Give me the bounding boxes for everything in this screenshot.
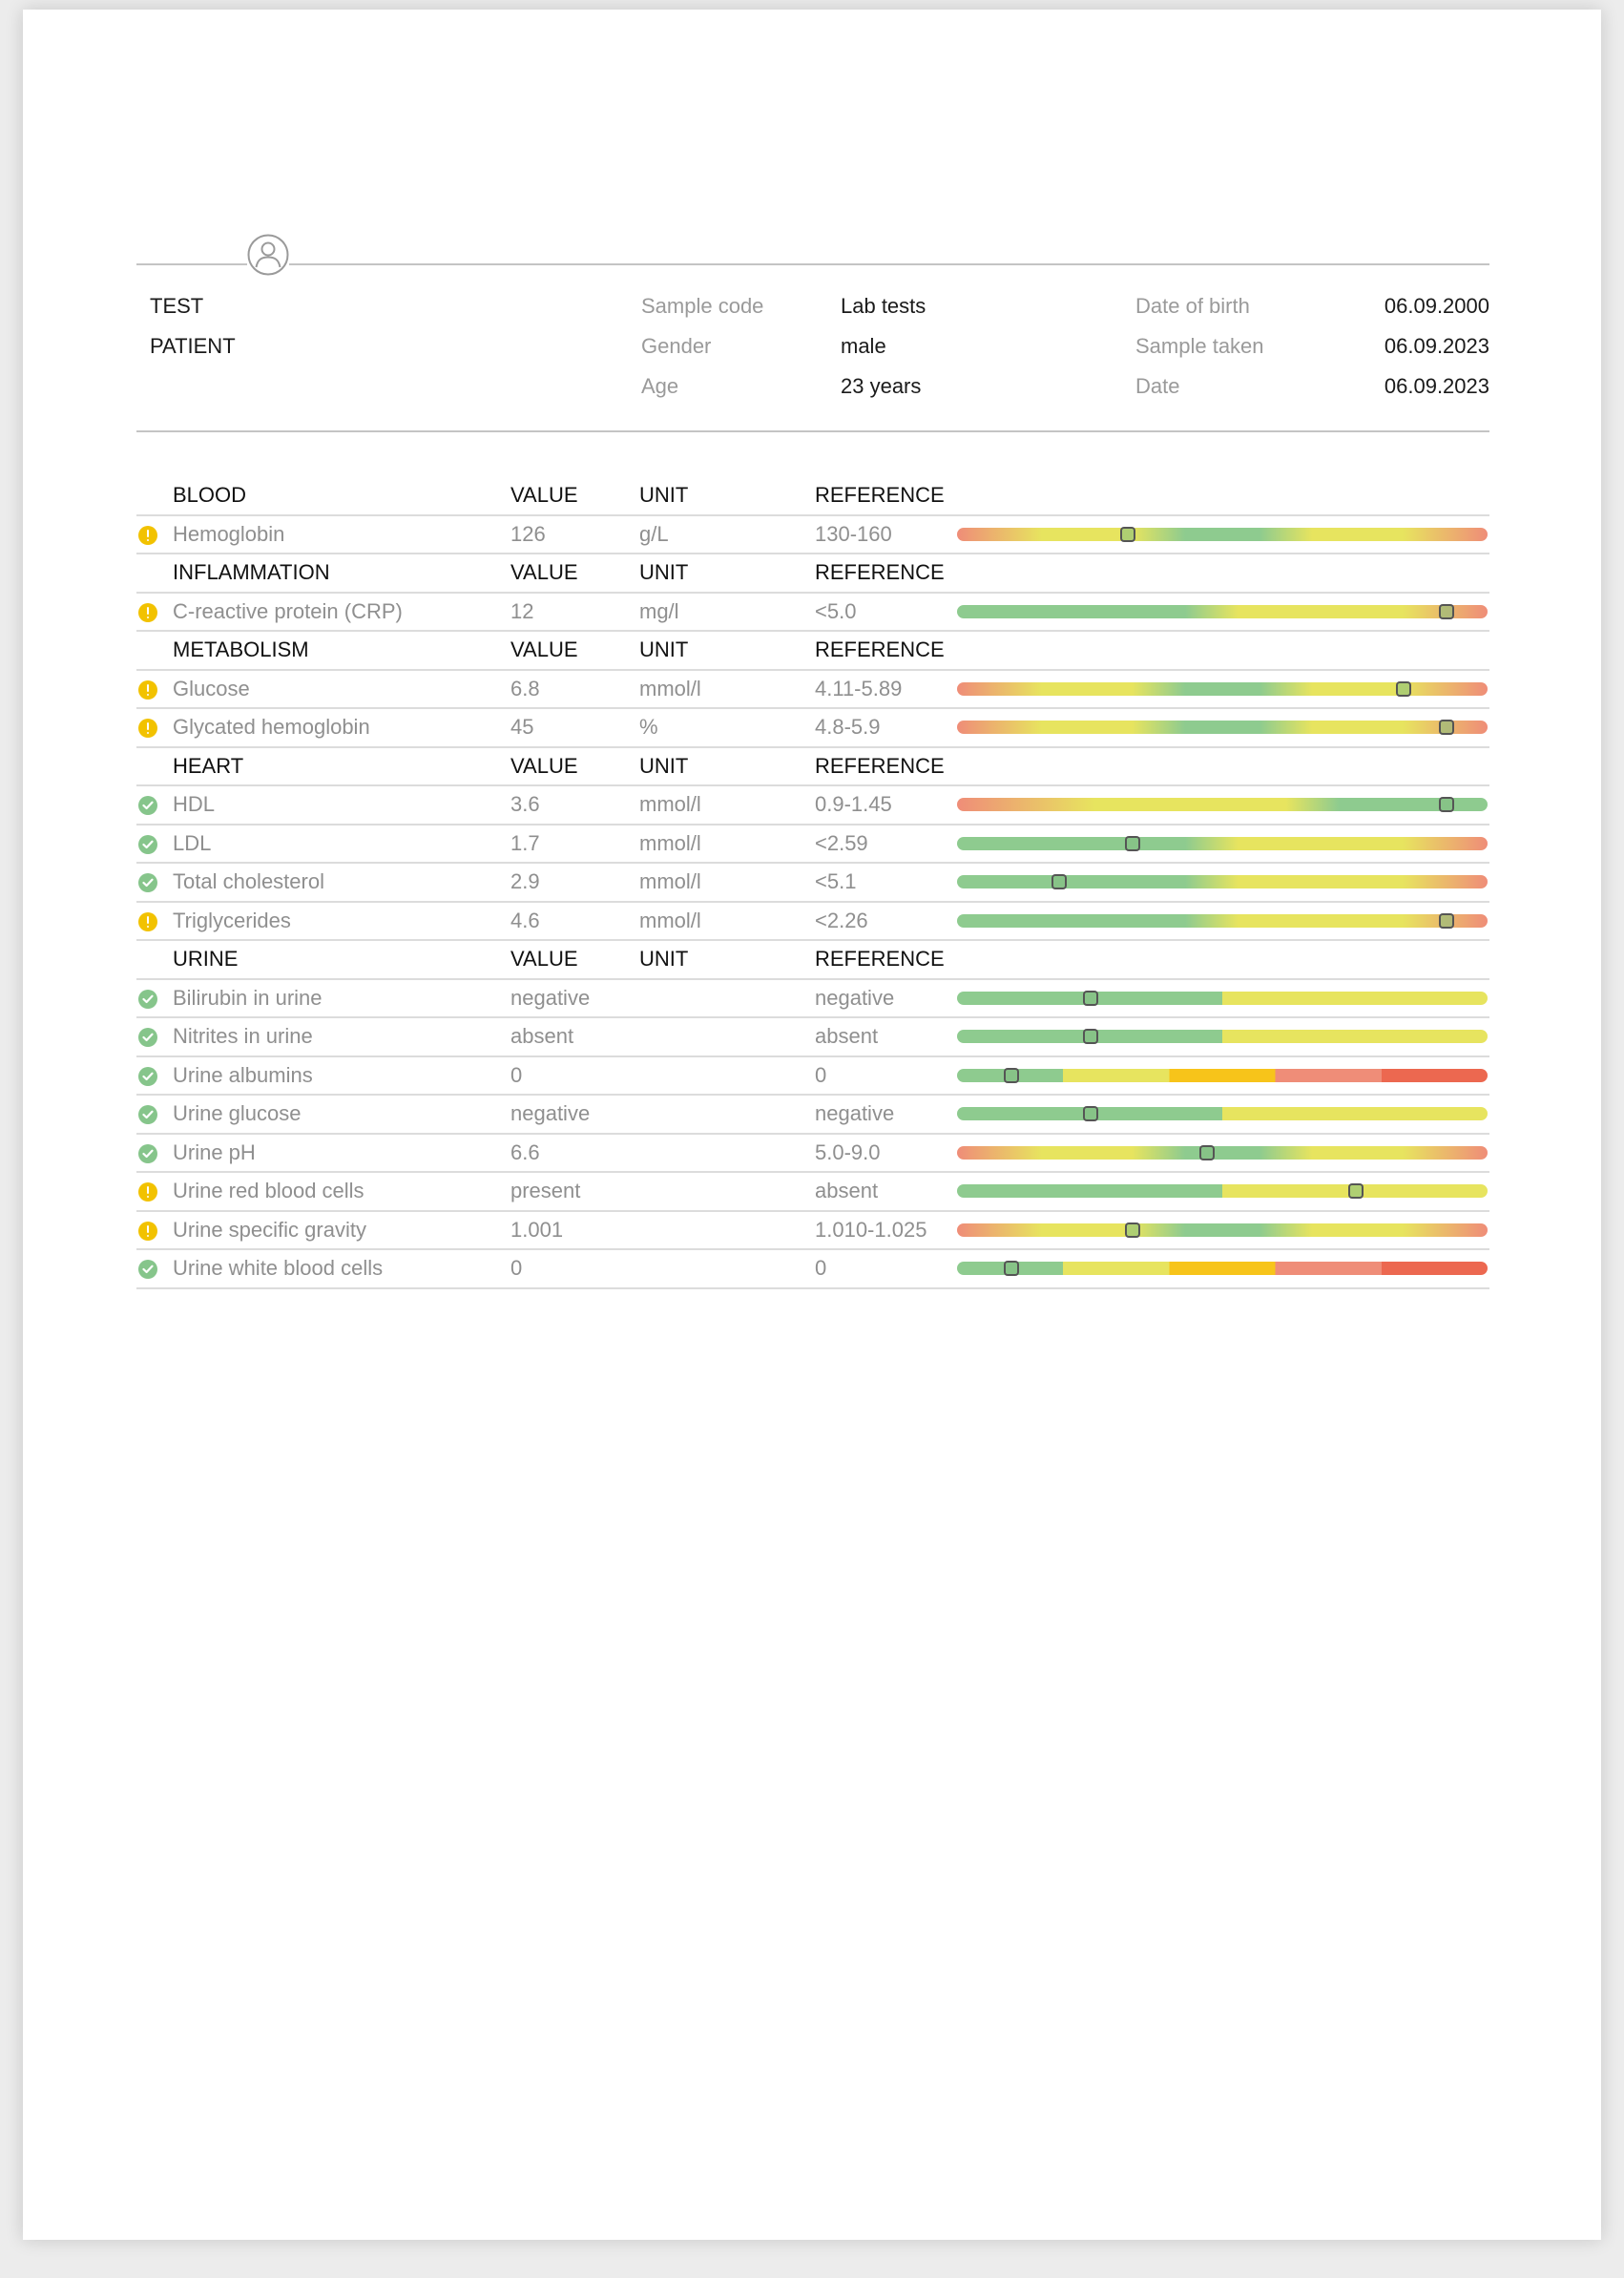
range-marker: [1439, 720, 1454, 735]
section-header-row: [136, 940, 1489, 979]
range-cell: [957, 979, 1489, 1018]
status-cell: [136, 1211, 173, 1250]
test-reference: negative: [815, 1095, 957, 1134]
range-cell: [957, 515, 1489, 554]
test-value: 1.7: [510, 825, 639, 864]
test-value: 0: [510, 1249, 639, 1288]
column-header-value: VALUE: [510, 631, 639, 670]
test-reference: 4.8-5.9: [815, 708, 957, 747]
test-value: 45: [510, 708, 639, 747]
column-header-unit: UNIT: [639, 554, 815, 593]
result-row: [136, 1172, 1489, 1211]
result-row: [136, 825, 1489, 864]
range-marker: [1004, 1068, 1019, 1083]
test-unit: mg/l: [639, 593, 815, 632]
test-reference: <2.26: [815, 902, 957, 941]
test-name: Urine specific gravity: [173, 1211, 510, 1250]
column-header-value: VALUE: [510, 477, 639, 515]
range-marker: [1439, 604, 1454, 619]
range-bar: [957, 1184, 1488, 1198]
column-header-unit: UNIT: [639, 747, 815, 786]
info-mid-value: male: [841, 334, 886, 358]
test-unit: mmol/l: [639, 785, 815, 825]
result-row: [136, 1211, 1489, 1250]
info-right-value: 06.09.2023: [1384, 374, 1489, 398]
section-title: HEART: [173, 747, 510, 786]
test-name: Nitrites in urine: [173, 1017, 510, 1056]
column-header-reference: REFERENCE: [815, 940, 957, 979]
test-name: C-reactive protein (CRP): [173, 593, 510, 632]
test-unit: mmol/l: [639, 902, 815, 941]
column-header-reference: REFERENCE: [815, 747, 957, 786]
check-icon: [138, 873, 157, 892]
test-reference: 130-160: [815, 515, 957, 554]
result-row: [136, 1249, 1489, 1288]
test-reference: 5.0-9.0: [815, 1134, 957, 1173]
section-title: URINE: [173, 940, 510, 979]
results-table: [136, 477, 1489, 1289]
status-cell: [136, 593, 173, 632]
column-header-value: VALUE: [510, 940, 639, 979]
test-value: negative: [510, 1095, 639, 1134]
test-value: present: [510, 1172, 639, 1211]
range-bar: [957, 875, 1488, 888]
test-reference: 0: [815, 1249, 957, 1288]
result-row: [136, 1017, 1489, 1056]
check-icon: [138, 1105, 157, 1124]
section-header-row: [136, 747, 1489, 786]
section-header-row: [136, 631, 1489, 670]
warning-icon: [138, 1182, 157, 1202]
range-marker: [1348, 1183, 1364, 1199]
test-unit: [639, 1172, 815, 1211]
result-row: [136, 515, 1489, 554]
range-bar: [957, 1262, 1488, 1275]
range-marker: [1199, 1145, 1215, 1160]
info-mid-value: 23 years: [841, 374, 922, 398]
result-row: [136, 1095, 1489, 1134]
test-value: 6.6: [510, 1134, 639, 1173]
range-marker: [1083, 1106, 1098, 1121]
range-cell: [957, 1095, 1489, 1134]
range-cell: [957, 670, 1489, 709]
range-bar: [957, 721, 1488, 734]
range-cell: [957, 1017, 1489, 1056]
patient-name-first: TEST: [150, 294, 204, 318]
range-cell: [957, 1211, 1489, 1250]
status-cell: [136, 902, 173, 941]
test-name: Urine glucose: [173, 1095, 510, 1134]
check-icon: [138, 796, 157, 815]
section-header-spacer: [136, 940, 173, 979]
test-unit: mmol/l: [639, 670, 815, 709]
test-name: Urine white blood cells: [173, 1249, 510, 1288]
status-cell: [136, 1095, 173, 1134]
check-icon: [138, 835, 157, 854]
column-header-scale: [957, 940, 1489, 979]
info-mid-label: Sample code: [641, 294, 764, 318]
test-name: Glycated hemoglobin: [173, 708, 510, 747]
test-reference: absent: [815, 1017, 957, 1056]
column-header-reference: REFERENCE: [815, 554, 957, 593]
result-row: [136, 670, 1489, 709]
range-marker: [1083, 1029, 1098, 1044]
column-header-reference: REFERENCE: [815, 477, 957, 515]
range-cell: [957, 708, 1489, 747]
column-header-unit: UNIT: [639, 940, 815, 979]
column-header-unit: UNIT: [639, 631, 815, 670]
column-header-scale: [957, 747, 1489, 786]
test-unit: [639, 1134, 815, 1173]
info-right-label: Sample taken: [1135, 334, 1264, 358]
test-reference: absent: [815, 1172, 957, 1211]
range-bar: [957, 1223, 1488, 1237]
test-value: 126: [510, 515, 639, 554]
result-row: [136, 593, 1489, 632]
test-reference: <2.59: [815, 825, 957, 864]
range-bar: [957, 682, 1488, 696]
info-right-label: Date: [1135, 374, 1180, 398]
patient-avatar-icon: [247, 234, 289, 276]
status-cell: [136, 825, 173, 864]
test-name: Hemoglobin: [173, 515, 510, 554]
status-cell: [136, 708, 173, 747]
info-mid-label: Gender: [641, 334, 712, 358]
column-header-scale: [957, 477, 1489, 515]
test-unit: [639, 979, 815, 1018]
range-marker: [1396, 681, 1411, 697]
result-row: [136, 979, 1489, 1018]
info-mid-label: Age: [641, 374, 679, 398]
test-value: 3.6: [510, 785, 639, 825]
test-name: Total cholesterol: [173, 863, 510, 902]
column-header-value: VALUE: [510, 747, 639, 786]
result-row: [136, 1134, 1489, 1173]
test-name: LDL: [173, 825, 510, 864]
range-cell: [957, 1134, 1489, 1173]
check-icon: [138, 1067, 157, 1086]
patient-name-second: PATIENT: [150, 334, 236, 358]
range-marker: [1083, 991, 1098, 1006]
range-cell: [957, 825, 1489, 864]
range-cell: [957, 1172, 1489, 1211]
test-reference: negative: [815, 979, 957, 1018]
test-reference: 4.11-5.89: [815, 670, 957, 709]
warning-icon: [138, 680, 157, 700]
status-cell: [136, 1172, 173, 1211]
result-row: [136, 708, 1489, 747]
column-header-scale: [957, 631, 1489, 670]
section-header-row: [136, 477, 1489, 515]
range-marker: [1051, 874, 1067, 889]
range-cell: [957, 863, 1489, 902]
section-header-spacer: [136, 477, 173, 515]
test-value: 4.6: [510, 902, 639, 941]
test-reference: <5.1: [815, 863, 957, 902]
info-mid-value: Lab tests: [841, 294, 927, 318]
test-unit: [639, 1211, 815, 1250]
test-value: 0: [510, 1056, 639, 1096]
range-cell: [957, 1056, 1489, 1096]
range-cell: [957, 785, 1489, 825]
range-cell: [957, 1249, 1489, 1288]
test-unit: mmol/l: [639, 825, 815, 864]
check-icon: [138, 990, 157, 1009]
status-cell: [136, 785, 173, 825]
test-value: 6.8: [510, 670, 639, 709]
range-marker: [1439, 913, 1454, 929]
range-cell: [957, 593, 1489, 632]
check-icon: [138, 1260, 157, 1279]
test-unit: g/L: [639, 515, 815, 554]
range-marker: [1125, 836, 1140, 851]
check-icon: [138, 1028, 157, 1047]
range-bar: [957, 798, 1488, 811]
test-value: 12: [510, 593, 639, 632]
check-icon: [138, 1144, 157, 1163]
column-header-scale: [957, 554, 1489, 593]
test-name: Urine albumins: [173, 1056, 510, 1096]
section-header-spacer: [136, 631, 173, 670]
test-name: Urine pH: [173, 1134, 510, 1173]
test-unit: %: [639, 708, 815, 747]
section-header-spacer: [136, 747, 173, 786]
test-reference: <5.0: [815, 593, 957, 632]
column-header-unit: UNIT: [639, 477, 815, 515]
status-cell: [136, 979, 173, 1018]
test-name: HDL: [173, 785, 510, 825]
test-name: Urine red blood cells: [173, 1172, 510, 1211]
test-reference: 0: [815, 1056, 957, 1096]
warning-icon: [138, 912, 157, 931]
section-title: METABOLISM: [173, 631, 510, 670]
warning-icon: [138, 719, 157, 738]
test-name: Bilirubin in urine: [173, 979, 510, 1018]
section-header-row: [136, 554, 1489, 593]
result-row: [136, 785, 1489, 825]
test-value: 2.9: [510, 863, 639, 902]
info-right-value: 06.09.2023: [1384, 334, 1489, 358]
warning-icon: [138, 1222, 157, 1241]
range-cell: [957, 902, 1489, 941]
header-bottom-rule: [136, 430, 1489, 432]
range-bar: [957, 1069, 1488, 1082]
test-unit: [639, 1056, 815, 1096]
range-marker: [1125, 1223, 1140, 1238]
status-cell: [136, 515, 173, 554]
test-name: Glucose: [173, 670, 510, 709]
range-bar: [957, 1030, 1488, 1043]
range-bar: [957, 992, 1488, 1005]
status-cell: [136, 863, 173, 902]
test-reference: 1.010-1.025: [815, 1211, 957, 1250]
status-cell: [136, 670, 173, 709]
warning-icon: [138, 526, 157, 545]
column-header-reference: REFERENCE: [815, 631, 957, 670]
warning-icon: [138, 603, 157, 622]
status-cell: [136, 1134, 173, 1173]
column-header-value: VALUE: [510, 554, 639, 593]
result-row: [136, 902, 1489, 941]
range-marker: [1439, 797, 1454, 812]
test-value: absent: [510, 1017, 639, 1056]
info-right-value: 06.09.2000: [1384, 294, 1489, 318]
header-top-rule: [136, 263, 1489, 265]
test-value: negative: [510, 979, 639, 1018]
status-cell: [136, 1249, 173, 1288]
info-right-label: Date of birth: [1135, 294, 1250, 318]
report-page: [23, 10, 1601, 2240]
status-cell: [136, 1056, 173, 1096]
test-unit: mmol/l: [639, 863, 815, 902]
range-bar: [957, 914, 1488, 928]
range-bar: [957, 605, 1488, 618]
test-reference: 0.9-1.45: [815, 785, 957, 825]
range-marker: [1004, 1261, 1019, 1276]
test-value: 1.001: [510, 1211, 639, 1250]
section-header-spacer: [136, 554, 173, 593]
range-bar: [957, 837, 1488, 850]
result-row: [136, 863, 1489, 902]
range-bar: [957, 1146, 1488, 1160]
test-unit: [639, 1249, 815, 1288]
status-cell: [136, 1017, 173, 1056]
result-row: [136, 1056, 1489, 1096]
test-name: Triglycerides: [173, 902, 510, 941]
range-marker: [1120, 527, 1135, 542]
test-unit: [639, 1017, 815, 1056]
range-bar: [957, 1107, 1488, 1120]
section-title: INFLAMMATION: [173, 554, 510, 593]
test-unit: [639, 1095, 815, 1134]
range-bar: [957, 528, 1488, 541]
section-title: BLOOD: [173, 477, 510, 515]
